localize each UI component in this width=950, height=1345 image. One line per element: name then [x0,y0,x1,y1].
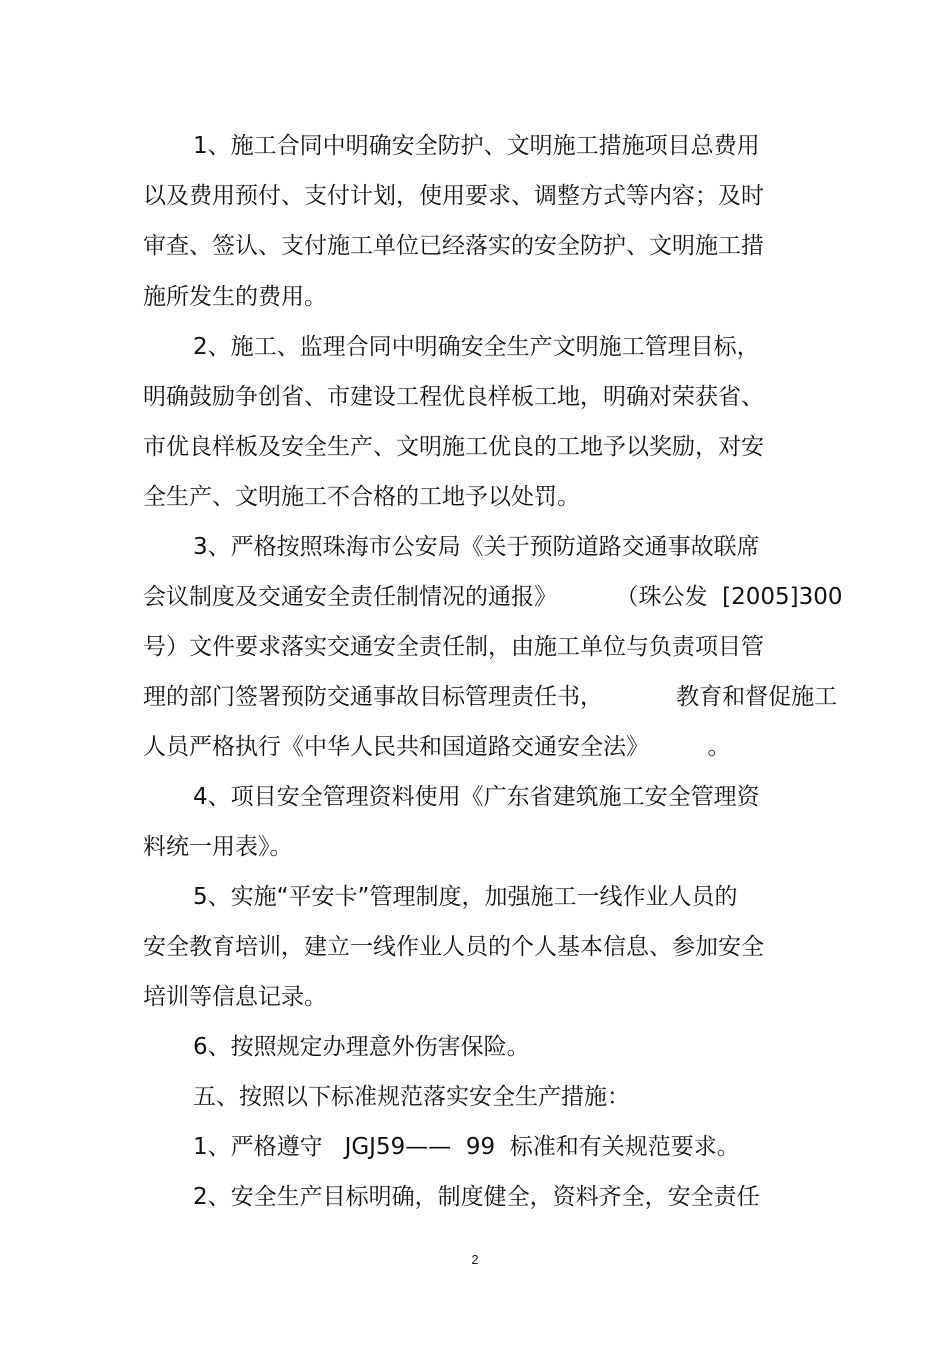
paragraph-1-line-1: 1、施工合同中明确安全防护、文明施工措施项目总费用 [193,133,760,159]
paragraph-1-line-4: 施所发生的费用。 [143,284,327,310]
page-number: 2 [471,1252,479,1267]
section-5-heading: 五、按照以下标准规范落实安全生产措施： [193,1084,630,1110]
paragraph-3-line-3: 号）文件要求落实交通安全责任制，由施工单位与负责项目管 [143,634,764,660]
paragraph-6-line-1: 6、按照规定办理意外伤害保险。 [193,1034,530,1060]
paragraph-1-line-3: 审查、签认、支付施工单位已经落实的安全防护、文明施工措 [143,233,764,259]
paragraph-3-line-2: 会议制度及交通安全责任制情况的通报》 （珠公发 [2005]300 [143,584,843,610]
paragraph-2-line-3: 市优良样板及安全生产、文明施工优良的工地予以奖励，对安 [143,434,764,460]
paragraph-5-line-2: 安全教育培训，建立一线作业人员的个人基本信息、参加安全 [143,934,764,960]
paragraph-4-line-2: 料统一用表》。 [143,834,293,860]
paragraph-4-line-1: 4、项目安全管理资料使用《广东省建筑施工安全管理资 [193,784,760,810]
paragraph-5-line-1: 5、实施“平安卡”管理制度，加强施工一线作业人员的 [193,884,738,910]
paragraph-2-line-1: 2、施工、监理合同中明确安全生产文明施工管理目标， [193,334,760,360]
paragraph-2-line-4: 全生产、文明施工不合格的工地予以处罚。 [143,484,580,510]
paragraph-3-line-5: 人员严格执行《中华人民共和国道路交通安全法》 。 [143,734,731,760]
paragraph-5-line-3: 培训等信息记录。 [143,984,327,1010]
paragraph-2-line-2: 明确鼓励争创省、市建设工程优良样板工地，明确对荣获省、 [143,384,764,410]
section-5-item-1: 1、严格遵守 JGJ59—— 99 标准和有关规范要求。 [193,1134,740,1160]
paragraph-3-line-4: 理的部门签署预防交通事故目标管理责任书， 教育和督促施工 [143,684,838,710]
paragraph-3-line-1: 3、严格按照珠海市公安局《关于预防道路交通事故联席 [193,534,760,560]
paragraph-1-line-2: 以及费用预付、支付计划，使用要求、调整方式等内容；及时 [143,183,764,209]
section-5-item-2: 2、安全生产目标明确，制度健全，资料齐全，安全责任 [193,1184,760,1210]
